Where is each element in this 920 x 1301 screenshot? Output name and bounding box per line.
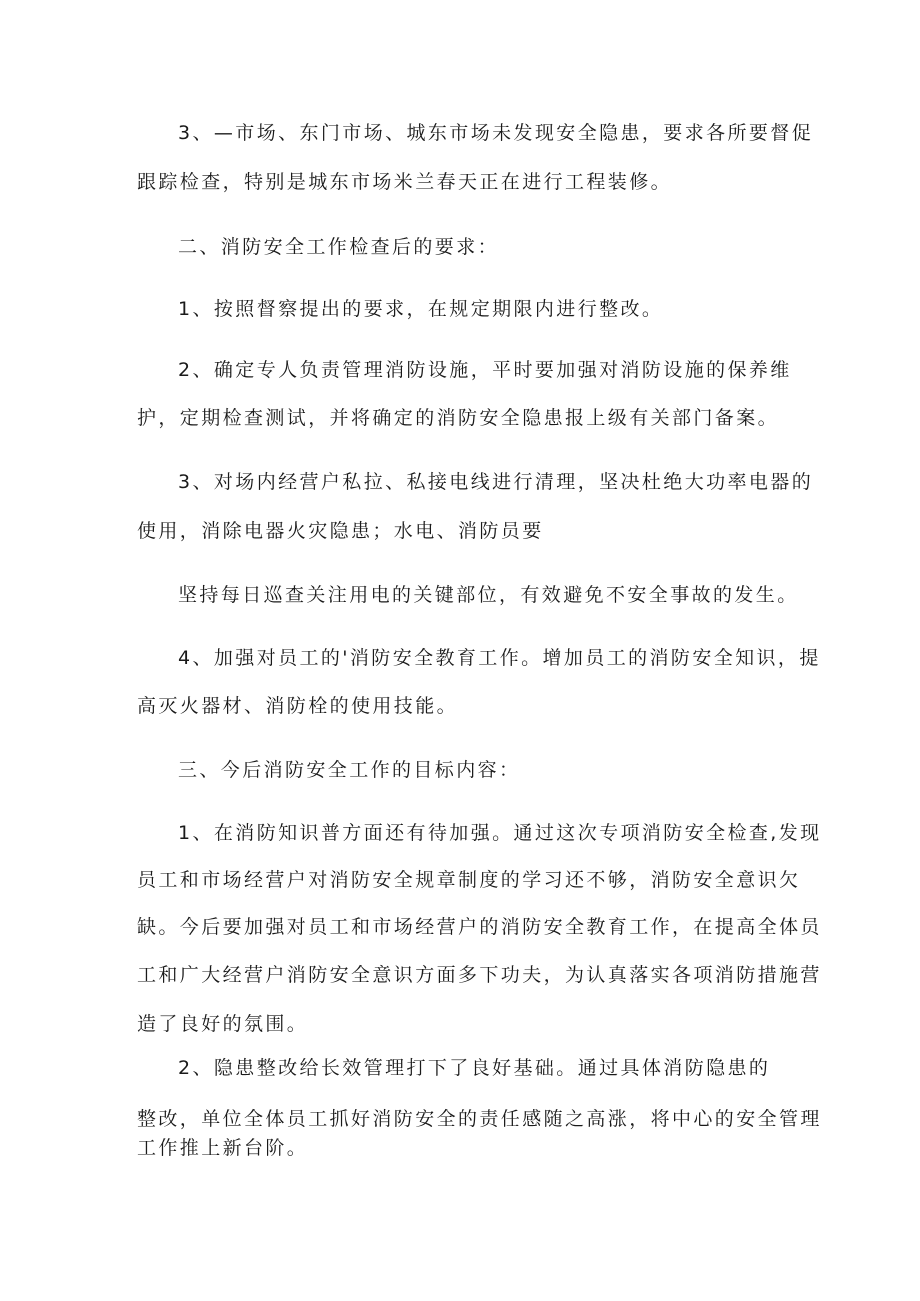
paragraph-5-line-1: 3、对场内经营户私拉、私接电线进行清理，坚决杜绝大功率电器的 xyxy=(178,471,814,493)
paragraph-1-line-1: 3、—市场、东门市场、城东市场未发现安全隐患，要求各所要督促 xyxy=(178,122,814,144)
paragraph-1-line-2: 跟踪检查，特别是城东市场米兰春天正在进行工程装修。 xyxy=(137,171,673,193)
paragraph-7-line-1: 4、加强对员工的'消防安全教育工作。增加员工的消防安全知识，提 xyxy=(178,647,821,669)
paragraph-9-line-4: 工和广大经营户消防安全意识方面多下功夫，为认真落实各项消防措施营 xyxy=(137,964,822,986)
paragraph-11-line-2: 工作推上新台阶。 xyxy=(137,1137,309,1159)
section-heading-2: 二、消防安全工作检查后的要求： xyxy=(178,236,500,258)
paragraph-9-line-2: 员工和市场经营户对消防安全规章制度的学习还不够，消防安全意识欠 xyxy=(137,869,801,891)
paragraph-9-line-3: 缺。今后要加强对员工和市场经营户的消防安全教育工作，在提高全体员 xyxy=(137,916,822,938)
paragraph-9-line-1: 1、在消防知识普方面还有待加强。通过这次专项消防安全检查,发现 xyxy=(178,822,822,844)
paragraph-9-line-5: 造了良好的氛围。 xyxy=(137,1013,309,1035)
paragraph-3-line-1: 1、按照督察提出的要求，在规定期限内进行整改。 xyxy=(178,298,664,320)
paragraph-4-line-1: 2、确定专人负责管理消防设施，平时要加强对消防设施的保养维 xyxy=(178,359,792,381)
paragraph-5-line-2: 使用，消除电器火灾隐患；水电、消防员要 xyxy=(137,520,544,542)
paragraph-4-line-2: 护，定期检查测试，并将确定的消防安全隐患报上级有关部门备案。 xyxy=(137,407,780,429)
paragraph-10-line-1: 2、隐患整改给长效管理打下了良好基础。通过具体消防隐患的 xyxy=(178,1057,771,1079)
section-heading-3: 三、今后消防安全工作的目标内容： xyxy=(178,759,521,781)
paragraph-7-line-2: 高灭火器材、消防栓的使用技能。 xyxy=(137,695,459,717)
paragraph-11-line-1: 整改，单位全体员工抓好消防安全的责任感随之高涨，将中心的安全管理 xyxy=(137,1108,822,1130)
paragraph-6-line-1: 坚持每日巡查关注用电的关键部位，有效避免不安全事故的发生。 xyxy=(178,584,799,606)
